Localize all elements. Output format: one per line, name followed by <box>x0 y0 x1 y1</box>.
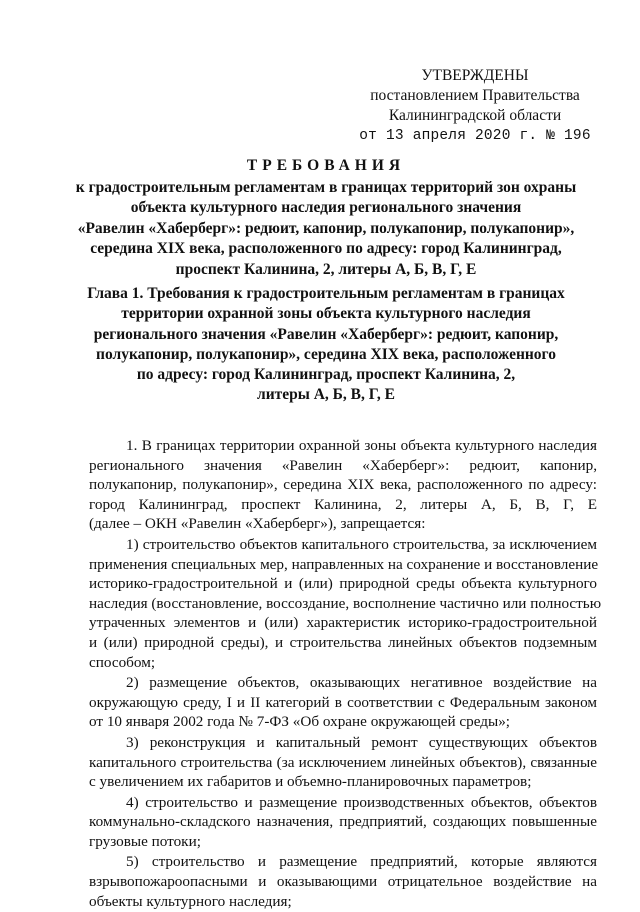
title-line: проспект Калинина, 2, литеры А, Б, В, Г, Е <box>175 260 477 278</box>
text-line: утраченных элементов и (или) характеристик историко-градостроительной <box>89 614 597 632</box>
document-body <box>89 436 602 912</box>
chapter-line: полукапонир, полукапонир», середина XIX века, расположенного <box>96 345 556 363</box>
approval-date-number: от 13 апреля 2020 г. № 196 <box>359 128 591 144</box>
approval-title: УТВЕРЖДЕНЫ <box>421 67 529 84</box>
title-line: к градостроительным регламентам в границах территорий зон охраны <box>75 178 577 196</box>
chapter-line: территории охранной зоны объекта культурного наследия <box>121 305 531 323</box>
text-line: коммунально-складского назначения, предприятий, создающих повышенные <box>89 813 597 831</box>
text-line: капитального строительства (за исключением линейных объектов), связанные <box>89 753 597 771</box>
document-title <box>70 156 582 280</box>
list-item-4 <box>89 793 597 852</box>
list-item-3 <box>89 733 597 792</box>
list-item-5 <box>89 852 597 911</box>
approval-stamp <box>340 66 610 146</box>
text-line: способом; <box>89 653 156 671</box>
text-line: 2) размещение объектов, оказывающих негативное воздействие на <box>126 674 597 692</box>
title-line: середина XIX века, расположенного по адресу: город Калининград, <box>90 240 562 257</box>
list-item-1 <box>89 535 602 672</box>
paragraph-1 <box>89 436 597 534</box>
title-line: «Равелин «Хаберберг»: редюит, капонир, полукапонир, полукапонир», <box>77 219 575 237</box>
chapter-line: литеры А, Б, В, Г, Е <box>257 386 395 404</box>
text-line: взрывопожароопасными и оказывающими отрицательное воздействие на <box>89 873 597 891</box>
text-line: историко-градостроительной и (или) природной среды объекта культурного <box>89 575 597 593</box>
text-line: от 10 января 2002 года № 7-ФЗ «Об охране окружающей среды»; <box>89 713 511 731</box>
text-line: грузовые потоки; <box>89 832 201 850</box>
text-line: и (или) природной среды), и строительства линейных объектов подземным <box>89 633 597 651</box>
text-line: применения специальных мер, направленных на сохранение и восстановление <box>89 555 599 573</box>
chapter-line: регионального значения «Равелин «Хаберберг»: редюит, капонир, <box>93 325 559 343</box>
text-line: 1) строительство объектов капитального строительства, за исключением <box>126 535 597 553</box>
text-line: (далее – ОКН «Равелин «Хаберберг»), запрещается: <box>89 515 426 533</box>
text-line: наследия (восстановление, воссоздание, восполнение частично или полностью <box>89 594 602 612</box>
document-heading: ТРЕБОВАНИЯ <box>246 157 406 174</box>
text-line: 5) строительство и размещение предприятий, которые являются <box>126 853 597 871</box>
text-line: полукапонир, полукапонир», середина XIX века, расположенного по адресу: <box>89 476 597 494</box>
text-line: с увеличением их габаритов и объемно-планировочных параметров; <box>89 773 532 791</box>
list-item-2 <box>89 673 597 732</box>
title-line: объекта культурного наследия регионального значения <box>130 199 522 216</box>
approval-region: Калининградской области <box>388 107 562 124</box>
chapter-line: Глава 1. Требования к градостроительным регламентам в границах <box>87 285 565 302</box>
approval-authority: постановлением Правительства <box>370 87 580 104</box>
text-line: регионального значения «Равелин «Хаберберг»: редюит, капонир, <box>89 456 597 474</box>
chapter-heading <box>70 284 582 406</box>
text-line: окружающую среду, I и II категорий в соответствии с Федеральным законом <box>89 693 597 711</box>
text-line: 4) строительство и размещение производственных объектов, объектов <box>126 793 597 811</box>
text-line: 3) реконструкция и капитальный ремонт существующих объектов <box>126 733 597 751</box>
text-line: 1. В границах территории охранной зоны объекта культурного наследия <box>126 437 597 454</box>
chapter-line: по адресу: город Калининград, проспект Калинина, 2, <box>136 366 516 384</box>
text-line: объекты культурного наследия; <box>89 892 292 910</box>
text-line: город Калининград, проспект Калинина, 2, литеры А, Б, В, Г, Е <box>89 495 597 513</box>
